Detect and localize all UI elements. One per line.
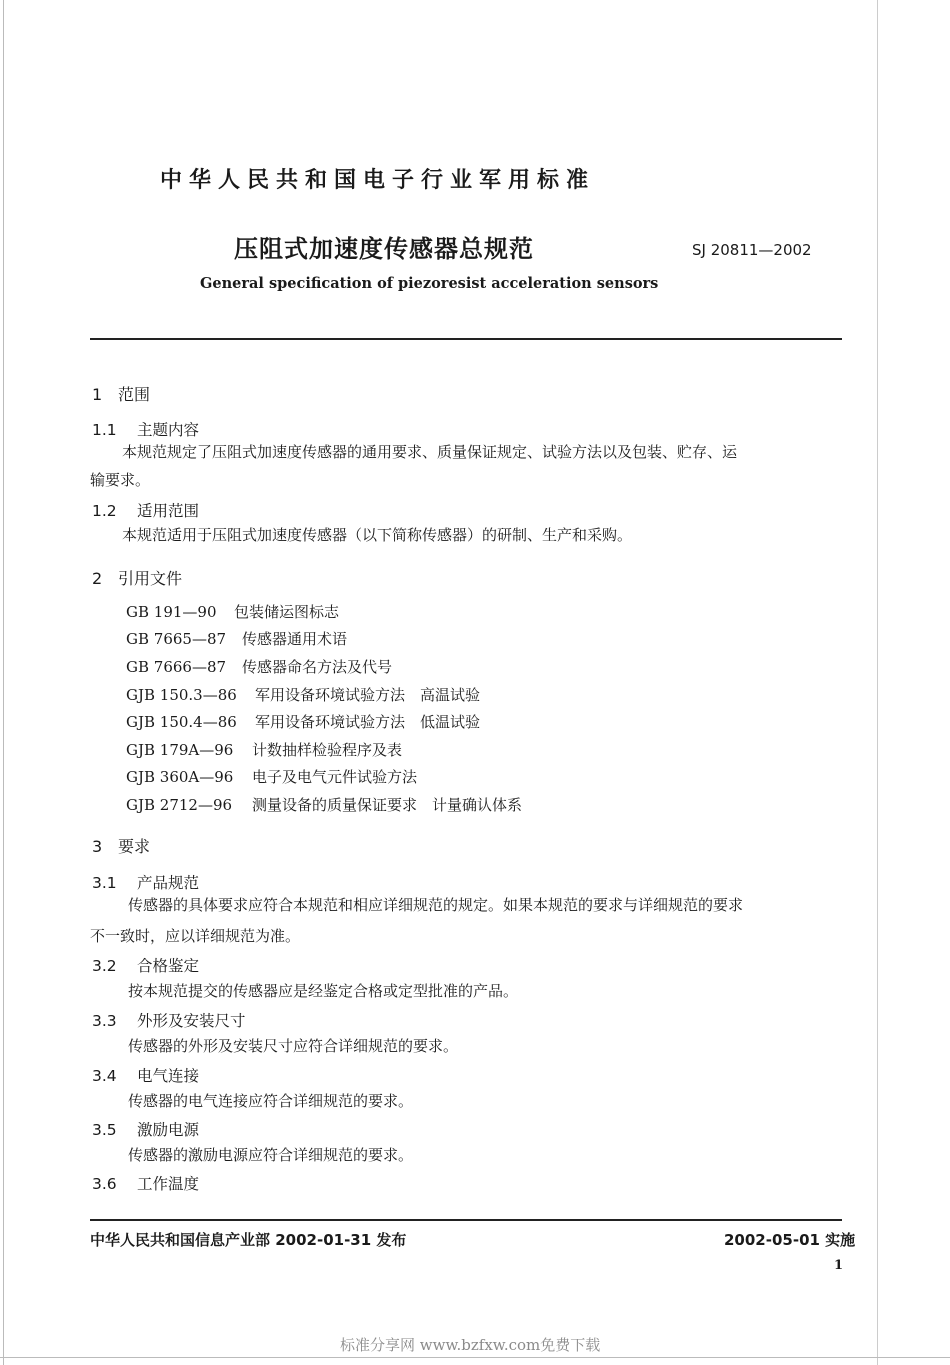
scan-edge-bottom: [0, 1357, 950, 1358]
section-1-heading: 1 范围: [92, 385, 151, 404]
section-2-heading: 2 引用文件: [92, 569, 183, 588]
section-3-2-heading: 3.2 合格鉴定: [92, 957, 200, 975]
page-number: 1: [834, 1258, 844, 1273]
section-3-6-heading: 3.6 工作温度: [92, 1175, 200, 1193]
section-3-1-heading: 3.1 产品规范: [92, 874, 200, 892]
section-1-2-text: 本规范适用于压阻式加速度传感器（以下简称传感器）的研制、生产和采购。: [122, 526, 633, 544]
section-3-3-heading: 3.3 外形及安装尺寸: [92, 1012, 246, 1030]
section-3-1-text-line2: 不一致时，应以详细规范为准。: [90, 927, 301, 945]
section-3-5-text: 传感器的激励电源应符合详细规范的要求。: [128, 1146, 414, 1164]
section-1-1-heading: 1.1 主题内容: [92, 421, 200, 439]
section-3-heading: 3 要求: [92, 837, 151, 856]
reference-item: GJB 150.3—86 军用设备环境试验方法 高温试验: [126, 686, 481, 704]
section-3-1-text-line1: 传感器的具体要求应符合本规范和相应详细规范的规定。如果本规范的要求与详细规范的要求: [128, 896, 744, 914]
section-1-1-text-line2: 输要求。: [90, 471, 151, 489]
section-3-2-text: 按本规范提交的传感器应是经鉴定合格或定型批准的产品。: [128, 982, 519, 1000]
footer-divider: [90, 1219, 842, 1221]
header-divider: [90, 338, 842, 340]
scan-edge-right: [877, 0, 878, 1365]
reference-item: GB 7666—87 传感器命名方法及代号: [126, 658, 393, 676]
section-3-3-text: 传感器的外形及安装尺寸应符合详细规范的要求。: [128, 1037, 459, 1055]
section-3-4-heading: 3.4 电气连接: [92, 1067, 200, 1085]
reference-item: GJB 179A—96 计数抽样检验程序及表: [126, 741, 403, 759]
reference-item: GJB 360A—96 电子及电气元件试验方法: [126, 768, 418, 786]
watermark-text: 标准分享网 www.bzfxw.com免费下载: [340, 1336, 601, 1354]
section-3-5-heading: 3.5 激励电源: [92, 1121, 200, 1139]
reference-item: GB 191—90 包装储运图标志: [126, 603, 340, 621]
standard-category: 中华人民共和国电子行业军用标准: [160, 168, 596, 193]
section-3-4-text: 传感器的电气连接应符合详细规范的要求。: [128, 1092, 414, 1110]
english-title: General specification of piezoresist acceleration sensors: [200, 275, 659, 292]
reference-item: GJB 150.4—86 军用设备环境试验方法 低温试验: [126, 713, 481, 731]
standard-code: SJ 20811—2002: [692, 241, 812, 259]
section-1-2-heading: 1.2 适用范围: [92, 502, 200, 520]
section-1-1-text-line1: 本规范规定了压阻式加速度传感器的通用要求、质量保证规定、试验方法以及包装、贮存、运: [122, 443, 738, 461]
scan-edge-left: [3, 0, 4, 1365]
issue-info: 中华人民共和国信息产业部 2002-01-31 发布: [90, 1231, 407, 1249]
document-title: 压阻式加速度传感器总规范: [234, 235, 534, 263]
effective-date: 2002-05-01 实施: [724, 1231, 856, 1249]
reference-item: GJB 2712—96 测量设备的质量保证要求 计量确认体系: [126, 796, 523, 814]
reference-item: GB 7665—87 传感器通用术语: [126, 630, 348, 648]
